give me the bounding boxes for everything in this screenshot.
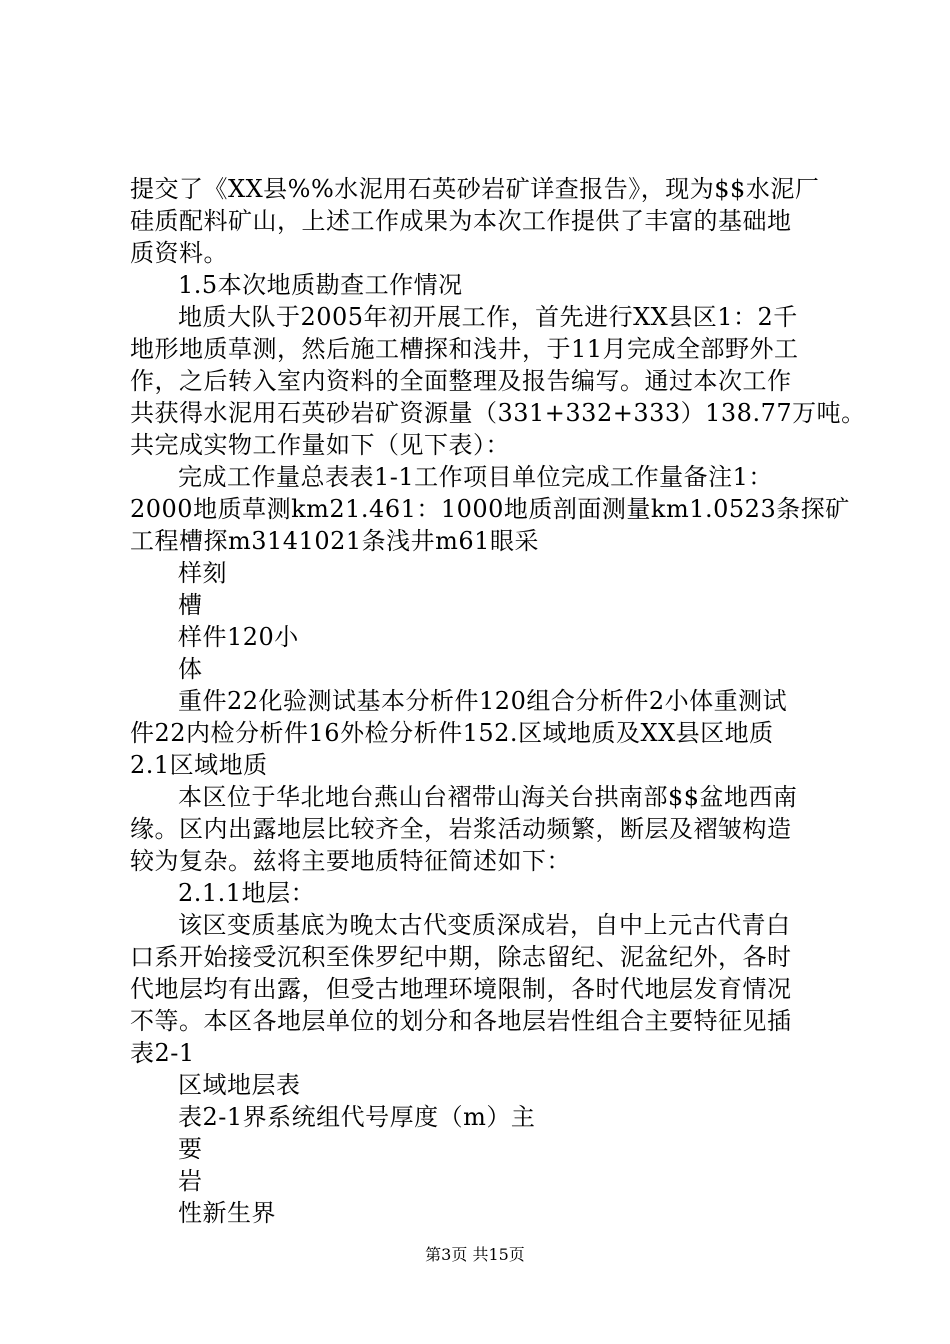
text-line: 本区位于华北地台燕山台褶带山海关台拱南部$$盆地西南 [178, 783, 798, 811]
text-line: 地质大队于2005年初开展工作，首先进行XX县区1：2千 [178, 303, 798, 331]
text-line: 样刻 [178, 559, 227, 587]
text-line: 表2-1 [130, 1039, 195, 1067]
text-line: 代地层均有出露，但受古地理环境限制，各时代地层发育情况 [130, 975, 792, 1003]
text-line: 工程槽探m3141021条浅井m61眼采 [130, 527, 539, 555]
page-number-footer: 第3页 共15页 [425, 1245, 525, 1264]
text-line: 要 [178, 1135, 203, 1163]
text-line: 该区变质基底为晚太古代变质深成岩，自中上元古代青白 [178, 911, 791, 939]
text-line: 地形地质草测，然后施工槽探和浅井，于11月完成全部野外工 [130, 335, 799, 363]
text-line: 2000地质草测km21.461：1000地质剖面测量km1.0523条探矿 [130, 495, 850, 523]
section-heading: 1.5本次地质勘查工作情况 [178, 271, 463, 299]
table-caption: 区域地层表 [178, 1071, 301, 1099]
text-line: 质资料。 [130, 239, 228, 267]
text-line: 提交了《XX县%%水泥用石英砂岩矿详查报告》，现为$$水泥厂 [130, 175, 820, 203]
text-line: 共完成实物工作量如下（见下表）： [130, 431, 510, 459]
text-line: 槽 [178, 591, 203, 619]
text-line: 不等。本区各地层单位的划分和各地层岩性组合主要特征见插 [130, 1007, 792, 1035]
section-heading: 2.1.1地层： [178, 879, 316, 907]
text-line: 口系开始接受沉积至侏罗纪中期，除志留纪、泥盆纪外，各时 [130, 943, 792, 971]
text-line: 体 [178, 655, 203, 683]
text-line: 性新生界 [178, 1199, 276, 1227]
text-line: 件22内检分析件16外检分析件152.区域地质及XX县区地质 [130, 719, 774, 747]
text-line: 重件22化验测试基本分析件120组合分析件2小体重测试 [178, 687, 788, 715]
text-line: 较为复杂。兹将主要地质特征简述如下： [130, 847, 571, 875]
table-header: 表2-1界系统组代号厚度（m）主 [178, 1103, 536, 1131]
text-line: 岩 [178, 1167, 203, 1195]
text-line: 共获得水泥用石英砂岩矿资源量（331+332+333）138.77万吨。 [130, 399, 866, 427]
section-heading: 2.1区域地质 [130, 751, 268, 779]
text-line: 样件120小 [178, 623, 299, 651]
text-line: 作，之后转入室内资料的全面整理及报告编写。通过本次工作 [130, 367, 792, 395]
text-line: 硅质配料矿山，上述工作成果为本次工作提供了丰富的基础地 [130, 207, 792, 235]
text-line: 缘。区内出露地层比较齐全，岩浆活动频繁，断层及褶皱构造 [130, 815, 792, 843]
text-line: 完成工作量总表表1-1工作项目单位完成工作量备注1： [178, 463, 773, 491]
